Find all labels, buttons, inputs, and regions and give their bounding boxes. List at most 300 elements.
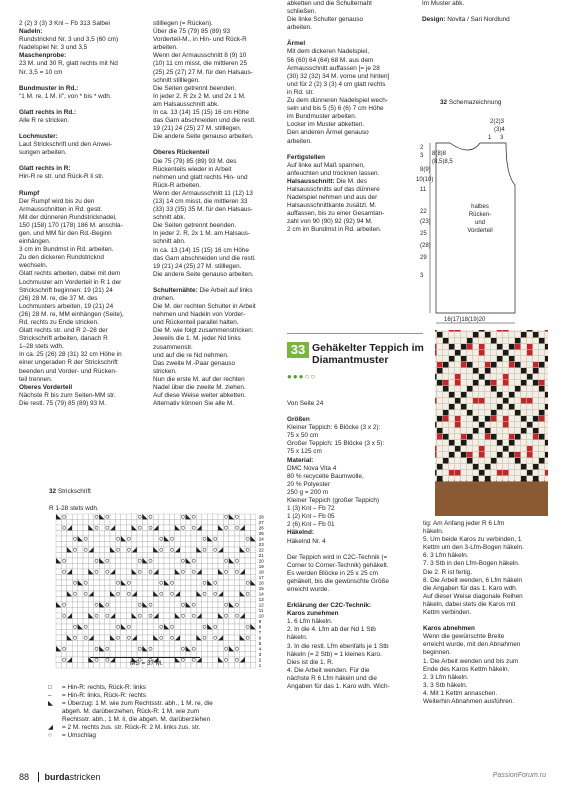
chart-cell — [180, 641, 185, 647]
chart-cell — [202, 613, 207, 619]
chart-cell — [132, 564, 137, 570]
rug-stitch — [449, 410, 454, 415]
rug-stitch — [539, 356, 544, 361]
chart-cell — [115, 531, 120, 537]
rug-stitch — [455, 476, 460, 481]
text-line: 1 (2) Knl – Fb 05 — [287, 513, 335, 521]
legend-symbol-icon: – — [48, 692, 52, 699]
rug-stitch — [491, 380, 496, 385]
chart-cell — [67, 514, 72, 520]
chart-cell — [191, 525, 196, 531]
rug-stitch — [473, 350, 478, 355]
rug-stitch — [515, 410, 520, 415]
text-line — [422, 8, 546, 16]
chart-cell — [245, 591, 250, 597]
text-line: zusammenstr. — [153, 343, 193, 351]
chart-cell — [61, 564, 66, 570]
rug-stitch — [491, 470, 496, 475]
chart-cell — [223, 613, 228, 619]
rug-stitch — [479, 362, 484, 367]
rug-stitch — [491, 362, 496, 367]
chart-cell — [159, 613, 164, 619]
text-line: 2. In die 4. Lfm ab der Nd 1 Stb — [287, 626, 376, 634]
rug-stitch — [491, 392, 496, 397]
chart-cell — [234, 575, 239, 581]
chart-cell — [137, 597, 142, 603]
rug-stitch — [467, 368, 472, 373]
rug-stitch — [485, 404, 490, 409]
chart-cell — [234, 613, 239, 619]
chart-cell — [175, 641, 180, 647]
chart-cell — [164, 514, 169, 520]
rug-stitch — [539, 428, 544, 433]
rug-stitch — [509, 368, 514, 373]
rug-stitch — [503, 350, 508, 355]
chart-row-number: 11 — [258, 608, 264, 614]
chart-cell — [88, 520, 93, 526]
rug-stitch — [509, 344, 514, 349]
chart-cell — [250, 553, 255, 559]
chart-row-number: 8 — [258, 624, 262, 630]
chart-cell — [99, 630, 104, 636]
chart-cell — [110, 586, 115, 592]
rug-stitch — [461, 434, 466, 439]
chart-cell — [245, 646, 250, 652]
rug-stitch — [473, 356, 478, 361]
rug-stitch — [491, 440, 496, 445]
rug-stitch — [545, 374, 548, 379]
chart-cell — [105, 602, 110, 608]
text-line: teil trennen. — [19, 375, 53, 383]
rug-stitch — [437, 392, 442, 397]
chart-cell — [142, 575, 147, 581]
chart-cell — [78, 564, 83, 570]
chart-cell — [99, 608, 104, 614]
chart-cell — [213, 624, 218, 630]
text-line: drehen. — [153, 295, 175, 302]
chart-cell — [202, 652, 207, 658]
chart-cell — [115, 663, 120, 669]
rug-stitch — [479, 470, 484, 475]
chart-cell — [105, 564, 110, 570]
chart-cell — [175, 597, 180, 603]
rug-stitch — [443, 446, 448, 451]
chart-cell — [105, 635, 110, 641]
rug-stitch — [467, 452, 472, 457]
chart-cell — [169, 553, 174, 559]
schema-n1: 1 — [488, 135, 492, 141]
rug-stitch — [485, 380, 490, 385]
chart-row-number: 22 — [258, 547, 264, 553]
rug-stitch — [473, 362, 478, 367]
chart-cell — [196, 536, 201, 542]
chart-cell — [234, 580, 239, 586]
page-footer — [19, 772, 546, 782]
rug-stitch — [503, 422, 508, 427]
chart-cell — [250, 597, 255, 603]
chart-cell — [110, 646, 115, 652]
chart-cell — [180, 630, 185, 636]
rug-photo — [435, 330, 548, 516]
chart-cell — [240, 553, 245, 559]
chart-cell — [72, 542, 77, 548]
chart-cell — [245, 619, 250, 625]
rug-stitch — [435, 404, 436, 409]
schema-top: 2(2)3 — [490, 119, 505, 125]
rug-stitch — [435, 368, 436, 373]
chart-cell — [159, 547, 164, 553]
chart-cell — [132, 586, 137, 592]
rug-stitch — [435, 458, 436, 463]
rug-stitch — [515, 368, 520, 373]
text-line: 7. 3 Stb in den Lfm-Bogen häkeln. — [423, 560, 520, 568]
rug-stitch — [533, 344, 538, 349]
chart-cell — [240, 564, 245, 570]
chart-cell — [83, 525, 88, 531]
legend-symbol-icon — [48, 708, 62, 716]
rug-stitch — [467, 356, 472, 361]
chart-cell — [83, 547, 88, 553]
text-line: Zu den dickeren Rundstricknd — [19, 254, 104, 262]
chart-cell — [213, 531, 218, 537]
chart-cell — [245, 525, 250, 531]
chart-cell — [72, 613, 77, 619]
chart-cell — [56, 608, 61, 614]
chart-cell — [245, 641, 250, 647]
chart-cell — [218, 602, 223, 608]
chart-cell — [229, 663, 234, 669]
chart-cell — [223, 525, 228, 531]
chart-cell — [142, 608, 147, 614]
chart-cell — [132, 553, 137, 559]
chart-cell — [218, 619, 223, 625]
text-line: Glatt rechts arbeiten, dabei mit dem — [19, 270, 121, 278]
rug-stitch — [533, 338, 538, 343]
rug-stitch — [539, 392, 544, 397]
chart-cell — [245, 602, 250, 608]
chart-cell — [153, 575, 158, 581]
chart-cell — [213, 657, 218, 663]
rug-stitch — [545, 440, 548, 445]
text-line: nächste R 6 Lfm häkeln und die — [287, 674, 377, 682]
rug-stitch — [527, 338, 532, 343]
chart-cell — [105, 536, 110, 542]
chart-cell — [186, 635, 191, 641]
text-line: Halsausschnittkante zusätzl. M. — [287, 202, 377, 210]
rug-stitch — [533, 428, 538, 433]
chart-cell — [164, 608, 169, 614]
rug-stitch — [491, 422, 496, 427]
rug-stitch — [461, 410, 466, 415]
rug-stitch — [443, 422, 448, 427]
rug-stitch — [533, 434, 538, 439]
chart-cell — [234, 553, 239, 559]
chart-cell — [250, 542, 255, 548]
rug-stitch — [521, 476, 526, 481]
rug-stitch — [515, 380, 520, 385]
chart-cell — [148, 635, 153, 641]
chart-cell — [126, 575, 131, 581]
chart-cell — [99, 591, 104, 597]
text-line: schließen. — [287, 8, 317, 16]
chart-cell — [88, 558, 93, 564]
chart-cell — [99, 542, 104, 548]
rug-stitch — [497, 416, 502, 421]
rug-stitch — [479, 452, 484, 457]
chart-cell — [218, 564, 223, 570]
chart-cell — [245, 624, 250, 630]
chart-cell — [56, 597, 61, 603]
chart-cell — [121, 591, 126, 597]
chart-cell — [229, 531, 234, 537]
text-line: Armausschnitten in Rd. gestr. — [19, 205, 103, 213]
rug-stitch — [479, 374, 484, 379]
chart-cell — [196, 520, 201, 526]
rug-stitch — [479, 398, 484, 403]
chart-cell — [196, 558, 201, 564]
text-line: (26) 28 M. re, die 37 M. des — [19, 294, 98, 302]
chart-cell — [94, 542, 99, 548]
text-line: Oberes Rückenteil — [153, 149, 210, 157]
chart-cell — [229, 564, 234, 570]
rug-stitch — [473, 452, 478, 457]
rug-stitch — [497, 368, 502, 373]
chart-cell — [229, 635, 234, 641]
rug-stitch — [503, 410, 508, 415]
chart-cell — [78, 586, 83, 592]
rug-stitch — [455, 434, 460, 439]
text-line — [19, 125, 143, 133]
chart-cell — [234, 564, 239, 570]
chart-cell — [137, 569, 142, 575]
chart-cell — [153, 602, 158, 608]
rug-stitch — [437, 422, 442, 427]
chart-cell — [142, 586, 147, 592]
chart-cell — [105, 641, 110, 647]
rug-stitch — [515, 386, 520, 391]
chart-cell — [213, 608, 218, 614]
rug-stitch — [485, 350, 490, 355]
text-line: (30) 32 (32) 34 M. vorne und hinten] — [287, 72, 390, 80]
chart-cell — [169, 575, 174, 581]
chart-cell — [245, 608, 250, 614]
chart-cell — [191, 646, 196, 652]
chart-cell — [105, 646, 110, 652]
text-line: Corner to Corner-Technik) gehäkelt. — [287, 561, 389, 569]
chart-cell — [153, 514, 158, 520]
schema-s3b: 3 — [420, 273, 424, 279]
rug-stitch — [479, 350, 484, 355]
chart-cell — [207, 586, 212, 592]
chart-cell — [142, 564, 147, 570]
chart-cell — [88, 575, 93, 581]
chart-cell — [72, 525, 77, 531]
rug-stitch — [435, 380, 436, 385]
chart-cell — [110, 608, 115, 614]
chart-cell — [105, 525, 110, 531]
rug-stitch — [461, 416, 466, 421]
chart-cell — [137, 624, 142, 630]
text-line: 1. Die Arbeit wenden und bis zum — [423, 657, 519, 665]
chart-cell — [121, 531, 126, 537]
text-line: häkeln (= 2 Stb) = 1 kleines Karo. — [287, 650, 382, 658]
rug-stitch — [515, 356, 520, 361]
chart-cell — [213, 586, 218, 592]
chart-cell — [175, 575, 180, 581]
chart-cell — [110, 624, 115, 630]
text-line: 3 cm im Bundmst in Rd. arbeiten. — [19, 246, 114, 254]
rug-stitch — [443, 434, 448, 439]
chart-cell — [202, 619, 207, 625]
chart-cell — [121, 630, 126, 636]
chart-cell — [148, 580, 153, 586]
rug-stitch — [521, 338, 526, 343]
text-line: auffassen, bis zu einer Gesamtan- — [287, 210, 385, 218]
chart-cell — [94, 586, 99, 592]
chart-cell — [110, 602, 115, 608]
chart-cell — [213, 553, 218, 559]
chart-cell — [191, 520, 196, 526]
chart-cell — [99, 536, 104, 542]
chart-cell — [245, 531, 250, 537]
rug-stitch — [491, 476, 496, 481]
chart-cell — [202, 514, 207, 520]
chart-cell — [126, 542, 131, 548]
chart-cell — [67, 542, 72, 548]
chart-cell — [196, 663, 201, 669]
chart-cell — [218, 624, 223, 630]
chart-cell — [105, 624, 110, 630]
chart-cell — [148, 564, 153, 570]
rug-stitch — [509, 434, 514, 439]
rug-stitch — [533, 374, 538, 379]
chart-cell — [126, 580, 131, 586]
chart-cell — [196, 646, 201, 652]
chart-cell — [245, 652, 250, 658]
text-line: Nun die erste M. auf der rechten — [153, 375, 245, 383]
chart-row-number: 13 — [258, 597, 264, 603]
rug-stitch — [435, 410, 436, 415]
rug-stitch — [467, 446, 472, 451]
chart-cell — [169, 525, 174, 531]
chart-cell — [72, 520, 77, 526]
chart-cell — [72, 624, 77, 630]
rug-stitch — [467, 464, 472, 469]
chart-cell — [61, 525, 66, 531]
rug-stitch — [539, 422, 544, 427]
rug-stitch — [485, 410, 490, 415]
rug-stitch — [545, 386, 548, 391]
chart-cell — [175, 531, 180, 537]
text-line: Auf dieser Weise diagonale Reihen — [423, 592, 523, 600]
chart-cell — [61, 646, 66, 652]
chart-cell — [240, 630, 245, 636]
chart-cell — [164, 542, 169, 548]
rug-stitch — [479, 440, 484, 445]
rug-stitch — [485, 356, 490, 361]
chart-row-number: 3 — [258, 652, 262, 658]
rug-stitch — [533, 386, 538, 391]
text-line: Alternativ können Sie alle M. — [153, 400, 234, 408]
chart-cell — [67, 641, 72, 647]
chart-cell — [83, 657, 88, 663]
legend-text: = Hin-R: rechts, Rück-R: links — [62, 684, 146, 691]
chart-cell — [175, 646, 180, 652]
rug-stitch — [539, 464, 544, 469]
legend-row — [48, 708, 278, 716]
chart-cell — [191, 569, 196, 575]
chart-cell — [213, 602, 218, 608]
rug-stitch — [485, 476, 490, 481]
chart-cell — [115, 635, 120, 641]
chart-cell — [83, 641, 88, 647]
chart-cell — [83, 580, 88, 586]
chart-cell — [164, 597, 169, 603]
rug-stitch — [539, 386, 544, 391]
rug-stitch — [443, 398, 448, 403]
rug-stitch — [479, 410, 484, 415]
rug-stitch — [533, 458, 538, 463]
rug-stitch — [461, 458, 466, 463]
chart-cell — [180, 635, 185, 641]
chart-cell — [240, 536, 245, 542]
rug-stitch — [455, 428, 460, 433]
chart-cell — [159, 646, 164, 652]
chart-cell — [72, 580, 77, 586]
chart-cell — [56, 657, 61, 663]
text-line: Zu dem dünneren Nadelspiel wech- — [287, 97, 388, 105]
chart-cell — [196, 553, 201, 559]
text-line: In ca. 13 (14) 15 (15) 16 cm Höhe — [153, 109, 249, 117]
chart-cell — [61, 652, 66, 658]
text-line: Von Seite 24 — [287, 400, 324, 407]
rug-stitch — [521, 428, 526, 433]
chart-cell — [229, 641, 234, 647]
chart-cell — [132, 536, 137, 542]
chart-cell — [121, 553, 126, 559]
chart-cell — [126, 531, 131, 537]
chart-cell — [115, 624, 120, 630]
schema-s10: 10(10) — [416, 177, 434, 183]
rug-stitch — [491, 368, 496, 373]
chart-cell — [207, 558, 212, 564]
chart-cell — [126, 564, 131, 570]
chart-cell — [115, 630, 120, 636]
chart-cell — [186, 520, 191, 526]
text-column-1 — [19, 20, 143, 408]
chart-cell — [56, 569, 61, 575]
chart-cell — [202, 657, 207, 663]
chart-cell — [213, 619, 218, 625]
chart-cell — [110, 558, 115, 564]
chart-cell — [223, 558, 228, 564]
schema-s22: 22 — [420, 209, 427, 215]
chart-cell — [137, 646, 142, 652]
chart-cell — [213, 525, 218, 531]
chart-cell — [245, 657, 250, 663]
text-line: Kleiner Teppich: 6 Blöcke (3 x 2): — [287, 424, 381, 432]
chart-cell — [191, 641, 196, 647]
rug-stitch — [435, 356, 436, 361]
chart-cell — [88, 531, 93, 537]
text-line: Wenn der Armausschnitt 8 (9) 10 — [153, 52, 247, 60]
chart-cell — [250, 663, 255, 669]
chart-cell — [169, 646, 174, 652]
chart-cell — [213, 630, 218, 636]
chart-cell — [61, 641, 66, 647]
chart-cell — [213, 641, 218, 647]
chart-cell — [164, 646, 169, 652]
